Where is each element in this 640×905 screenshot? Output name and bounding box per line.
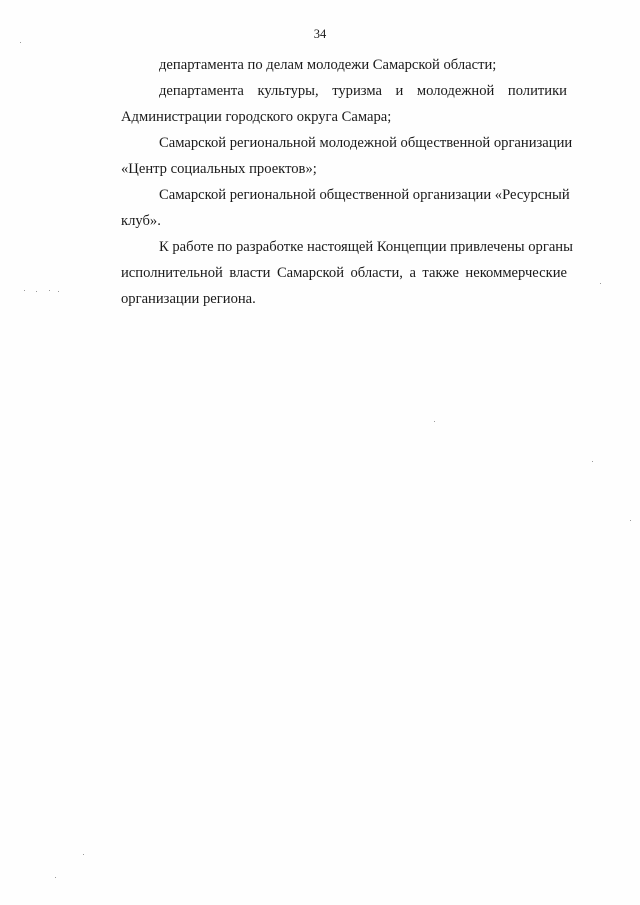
paragraph-1	[83, 52, 567, 78]
scan-speck	[58, 291, 59, 292]
scan-speck	[49, 290, 50, 291]
text-line: департамента культуры, туризма и молодежной политики	[159, 83, 567, 99]
text-line: клуб».	[121, 213, 161, 229]
paragraph-3	[83, 130, 573, 182]
scan-speck	[55, 877, 56, 878]
text-line: исполнительной власти Самарской области, а также некоммерческие	[121, 265, 567, 281]
text-line: Администрации городского округа Самара;	[121, 109, 392, 125]
scan-speck	[592, 461, 593, 462]
paragraph-5	[83, 234, 573, 312]
paragraph-4	[83, 182, 570, 234]
scan-speck	[24, 290, 25, 291]
document-body	[83, 52, 573, 312]
text-line: организации региона.	[121, 291, 256, 307]
text-line: Самарской региональной общественной организации «Ресурсный	[159, 187, 570, 203]
scan-speck	[36, 291, 37, 292]
scan-speck	[83, 854, 84, 855]
paragraph-2	[83, 78, 567, 130]
scan-speck	[434, 421, 435, 422]
text-line: Самарской региональной молодежной общественной организации	[159, 135, 573, 151]
scan-speck	[630, 520, 631, 521]
text-line: К работе по разработке настоящей Концепции привлечены органы	[159, 239, 573, 255]
text-line: департамента по делам молодежи Самарской области;	[159, 57, 497, 73]
text-line: «Центр социальных проектов»;	[121, 161, 317, 177]
page-number: 34	[313, 27, 327, 41]
scan-speck	[600, 283, 601, 284]
scan-speck	[20, 42, 21, 43]
